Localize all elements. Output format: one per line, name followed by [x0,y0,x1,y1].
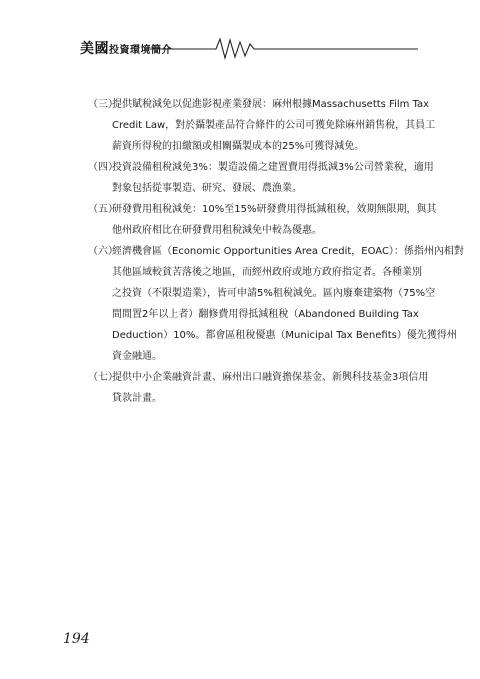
item-number: （七） [88,372,118,383]
page-number: 194 [63,631,90,647]
text-line: 研發費用租稅減免：10%至15%研發費用得抵減租稅，效期無限期，與其 [112,204,437,215]
text-line: 資金融通。 [112,351,162,362]
list-item [88,157,434,199]
header-waveform-rule [150,36,440,60]
header-title-main: 美國 [80,41,109,57]
text-line: 提供中小企業融資計畫、麻州出口融資擔保基金、新興科技基金3項信用 [112,372,429,383]
header-title-sub: 投資環境簡介 [109,45,172,56]
text-line: 間閒置2年以上者）翻修費用得抵減租稅（Abandoned Building Tax [112,309,419,320]
list-item [88,241,464,367]
text-line: 他州政府相比在研發費用租稅減免中較為優惠。 [112,225,322,236]
list-item [88,367,429,409]
text-line: 對象包括從事製造、研究、發展、農漁業。 [112,183,302,194]
text-line: 經濟機會區（Economic Opportunities Area Credit，EOAC）：係指州內相對 [112,246,464,257]
text-line: 其他區域較貧苦落後之地區，而經州政府或地方政府指定者。各種業別 [112,267,422,278]
text-line: Credit Law，對於攝製產品符合條件的公司可獲免除麻州銷售稅，其員工 [112,120,436,131]
text-line: 提供賦稅減免以促進影視產業發展：麻州根據Massachusetts Film Tax [112,99,430,110]
text-line: 投資設備租稅減免3%：製造設備之建置費用得抵減3%公司營業稅，適用 [112,162,434,173]
text-line: 之投資（不限製造業），皆可申請5%租稅減免。區內廢棄建築物（75%空 [112,288,436,299]
item-number: （六） [88,246,118,257]
text-line: 貸款計畫。 [112,393,162,404]
list-item [88,199,437,241]
item-number: （五） [88,204,118,215]
running-header [0,0,480,60]
item-number: （三） [88,99,118,110]
body-text [88,94,464,409]
item-number: （四） [88,162,118,173]
list-item [88,94,436,157]
text-line: 薪資所得稅的扣繳額或相關攝製成本的25%可獲得減免。 [112,141,365,152]
text-line: Deduction）10%。都會區租稅優惠（Municipal Tax Benefits）優先獲得州 [112,330,457,341]
